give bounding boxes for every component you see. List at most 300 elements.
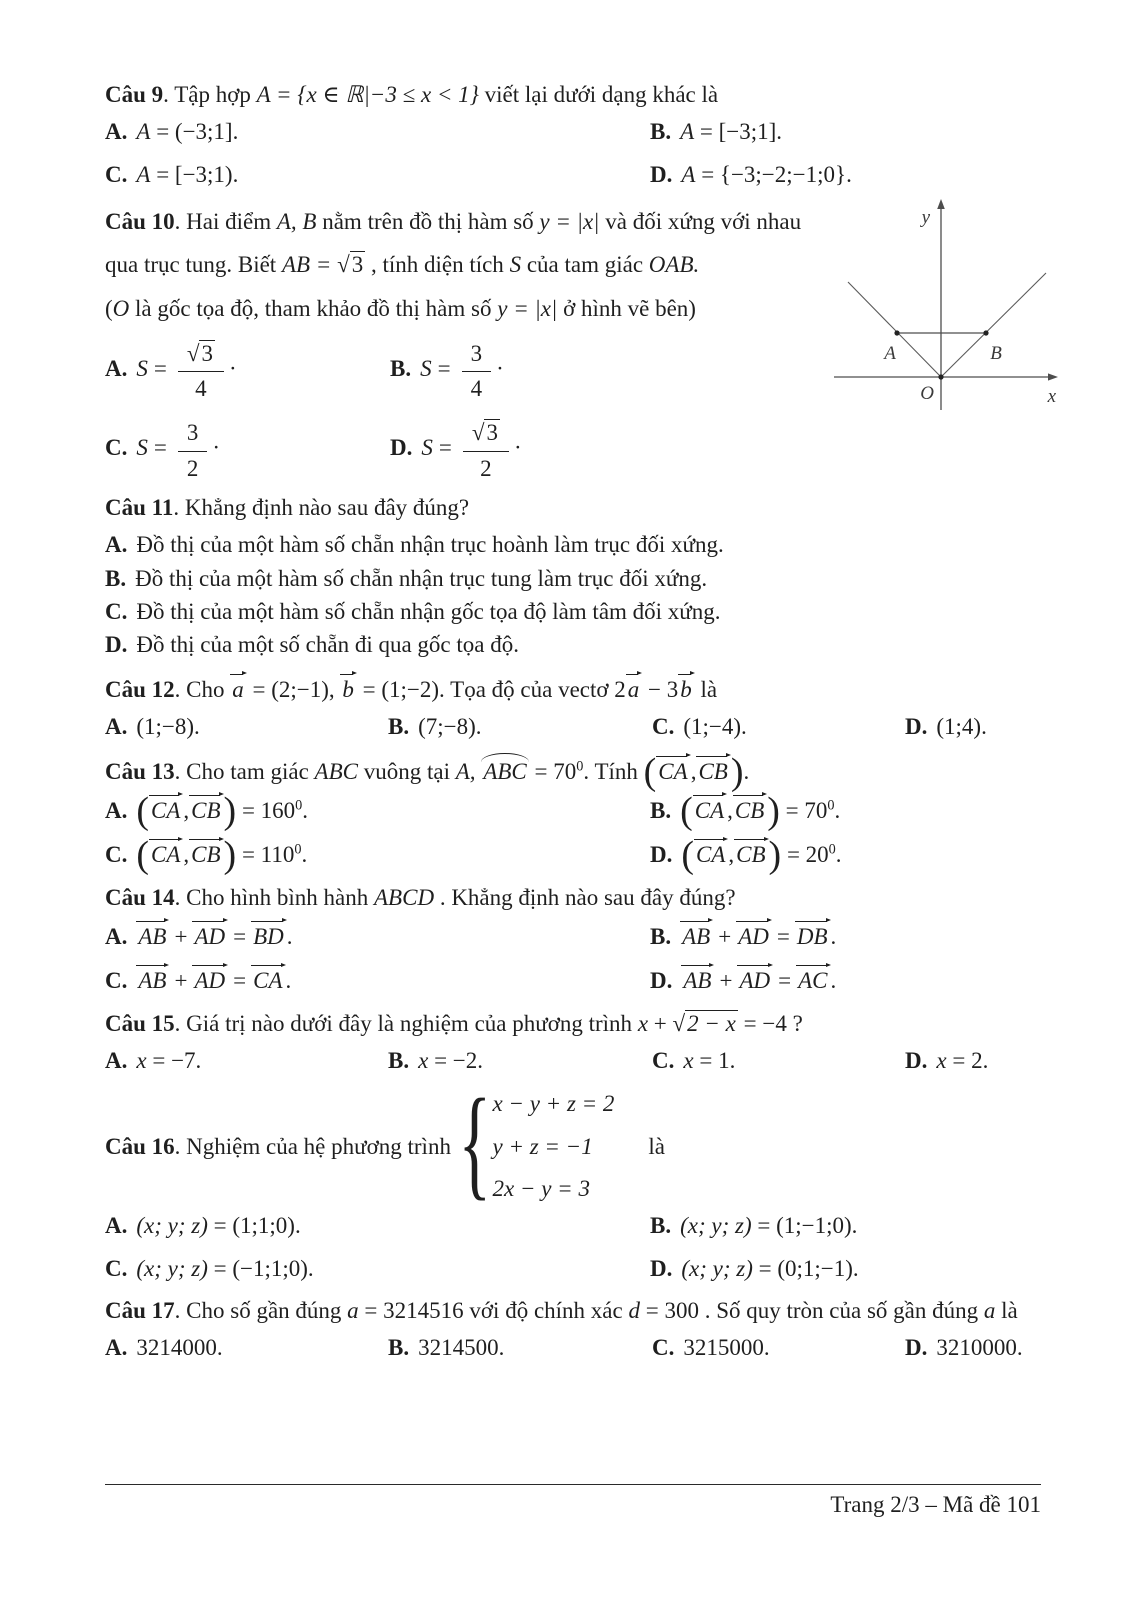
vector-result: BD <box>251 918 287 949</box>
question-16-options <box>105 1209 1041 1285</box>
system-brace: { <box>458 1074 492 1212</box>
option-q9-a <box>105 115 650 148</box>
option-label: C. <box>652 1047 675 1073</box>
option-label: B. <box>650 119 672 145</box>
option-label: B. <box>105 565 127 591</box>
question-10-paren: ( <box>105 295 113 321</box>
origin-label: O <box>920 383 934 404</box>
option-label: B. <box>388 1047 410 1073</box>
option-text: = {−3;−2;−1;0}. <box>695 161 852 187</box>
option-q9-b <box>650 115 1041 148</box>
question-13-intro: . Cho tam giác <box>174 758 315 784</box>
question-11-label: Câu 11 <box>105 495 174 521</box>
option-q15-a <box>105 1044 388 1077</box>
math-a: A, <box>455 758 476 784</box>
question-12-intro: . Cho <box>174 676 231 702</box>
question-13-text <box>105 750 1041 793</box>
option-q9-d <box>650 158 1041 191</box>
question-16-label: Câu 16 <box>105 1133 175 1159</box>
option-label: D. <box>650 842 673 868</box>
option-q11-b <box>105 562 1041 595</box>
option-label: C. <box>105 842 128 868</box>
option-q14-b <box>650 918 1041 953</box>
coefficient-3: − 3 <box>642 676 679 702</box>
question-17-tail: là <box>995 1297 1018 1323</box>
option-label: A. <box>105 1335 128 1361</box>
fraction <box>178 417 208 482</box>
vector-cb: CB <box>734 836 768 867</box>
question-15-intro: . Giá trị nào dưới đây là nghiệm của phương trình <box>174 1010 638 1036</box>
equation-rhs: = −4 <box>737 1010 787 1036</box>
option-var: A <box>136 119 151 145</box>
math-x: x <box>637 1010 649 1036</box>
option-label: A. <box>105 714 128 740</box>
option-text: 3214500. <box>418 1335 505 1361</box>
d-value: = 300 <box>639 1297 699 1323</box>
period: . <box>286 923 293 949</box>
option-label: C. <box>652 714 675 740</box>
equals-sign: = <box>776 923 790 949</box>
question-12-label: Câu 12 <box>105 676 175 702</box>
option-label: D. <box>650 968 673 994</box>
question-17-body: với độ chính xác <box>463 1297 629 1323</box>
question-14-text <box>105 881 1041 914</box>
plus-sign: + <box>174 923 188 949</box>
open-paren: ( <box>136 789 150 832</box>
math-s: S <box>509 252 522 278</box>
option-label: C. <box>105 1255 128 1281</box>
degree-superscript: 0 <box>827 797 835 814</box>
option-label: D. <box>905 1335 928 1361</box>
vector-ab: AB <box>136 962 169 993</box>
option-q15-c <box>652 1044 905 1077</box>
option-q10-a <box>105 338 390 403</box>
option-var: x <box>683 1047 694 1073</box>
option-label: B. <box>388 714 410 740</box>
option-label: D. <box>650 1255 673 1281</box>
option-text: Đồ thị của một hàm số chẵn nhận trục hoành làm trục đối xứng. <box>136 532 724 558</box>
plus-sign: + <box>718 923 732 949</box>
x-axis-label: x <box>1047 386 1056 407</box>
vector-cb: CB <box>189 792 223 823</box>
vector-ca: CA <box>694 836 728 867</box>
angle-value: = 70 <box>528 758 577 784</box>
math-abc: ABC <box>314 758 358 784</box>
q10-absolute-value-graph <box>826 196 1064 414</box>
option-text: (7;−8). <box>418 714 482 740</box>
angle-value: 160 <box>260 797 296 823</box>
option-label: D. <box>905 714 928 740</box>
option-label: B. <box>388 1335 410 1361</box>
fraction-numerator: 3 <box>178 417 208 452</box>
math-a: a <box>983 1297 996 1323</box>
equals-sign: = <box>153 434 167 460</box>
question-14 <box>105 881 1041 998</box>
option-q12-b <box>388 710 652 743</box>
option-q17-c <box>652 1331 905 1364</box>
option-text: Đồ thị của một số chẵn đi qua gốc tọa độ. <box>136 632 519 658</box>
option-label: B. <box>650 1213 672 1239</box>
question-12 <box>105 671 1041 744</box>
vector-a: a <box>230 671 247 702</box>
question-9-text <box>105 78 1041 111</box>
vector-cb: CB <box>696 753 730 784</box>
option-q12-c <box>652 710 905 743</box>
option-text: = (−1;1;0). <box>207 1255 314 1281</box>
sqrt-radicand: 3 <box>486 419 498 445</box>
math-ab-eq: AB = <box>281 252 332 278</box>
option-var: (x; y; z) <box>680 1213 752 1239</box>
option-q12-a <box>105 710 388 743</box>
option-label: C. <box>105 161 128 187</box>
system-equation-3: 2x − y = 3 <box>492 1175 590 1201</box>
y-axis-label: y <box>921 207 930 228</box>
vector-b-value: = (1;−2). Tọa độ của vectơ <box>356 676 615 702</box>
question-13-options <box>105 789 1041 877</box>
option-label: A. <box>105 532 128 558</box>
option-label: C. <box>105 599 128 625</box>
question-14-body: . Khẳng định nào sau đây đúng? <box>434 884 736 910</box>
fraction-numerator <box>463 417 509 452</box>
option-q13-b <box>650 789 1041 832</box>
question-17-text <box>105 1294 1041 1327</box>
option-var: S <box>136 355 148 381</box>
option-q13-d <box>650 834 1041 877</box>
option-label: A. <box>105 797 128 823</box>
question-13-label: Câu 13 <box>105 758 175 784</box>
question-13-body-2: . Tính <box>583 758 644 784</box>
period: . <box>302 797 309 823</box>
page-footer: Trang 2/3 – Mã đề 101 <box>830 1492 1041 1517</box>
question-9-label: Câu 9 <box>105 82 164 107</box>
question-10-body-4: của tam giác <box>521 252 649 278</box>
question-10-body-2: và đối xứng với nhau qua trục tung. Biết <box>105 209 802 278</box>
math-oab: OAB. <box>648 252 700 278</box>
option-label: D. <box>905 1047 928 1073</box>
vector-ab: AB <box>681 962 714 993</box>
equals-sign: = <box>236 797 261 823</box>
y-axis-arrowhead <box>937 199 945 209</box>
vector-result: CA <box>251 962 285 993</box>
sqrt-sign: √ <box>471 419 485 445</box>
option-q11-a <box>105 528 1041 561</box>
option-text: = [−3;1]. <box>694 119 783 145</box>
question-10-body-3: , tính diện tích <box>365 252 510 278</box>
close-paren: ) <box>767 789 780 832</box>
option-var: (x; y; z) <box>136 1255 208 1281</box>
option-label: C. <box>105 434 128 460</box>
question-11-text <box>105 491 1041 524</box>
equals-sign: = <box>779 797 805 823</box>
question-11-body: . Khẳng định nào sau đây đúng? <box>173 495 470 521</box>
comma: , <box>183 797 190 823</box>
option-q11-c <box>105 595 1041 628</box>
angle-value: 20 <box>805 842 829 868</box>
center-dot: · <box>212 434 221 460</box>
equation-system <box>458 1074 615 1212</box>
degree-superscript: 0 <box>295 797 303 814</box>
option-q15-d <box>905 1044 1041 1077</box>
angle-value: 110 <box>260 842 295 868</box>
x-axis-arrowhead <box>1048 373 1058 380</box>
question-10-text <box>105 200 840 330</box>
math-origin-o: O <box>112 295 130 321</box>
option-label: A. <box>105 923 128 949</box>
option-q10-c <box>105 417 390 482</box>
option-q17-d <box>905 1331 1041 1364</box>
question-9-options <box>105 115 1041 191</box>
question-14-options <box>105 918 1041 998</box>
system-rows <box>492 1087 614 1205</box>
degree-superscript: 0 <box>828 841 836 858</box>
comma: , <box>727 797 733 823</box>
option-var: A <box>680 119 695 145</box>
question-12-text <box>105 671 1041 706</box>
question-11 <box>105 491 1041 662</box>
fraction-denominator: 4 <box>195 376 207 402</box>
question-16-tail: là <box>648 1133 666 1159</box>
plus-sign: + <box>648 1010 673 1036</box>
vector-b: b <box>678 671 695 702</box>
fraction-denominator: 2 <box>186 455 199 481</box>
option-var: A <box>136 161 151 187</box>
point-b-dot <box>983 330 988 335</box>
vector-ad: AD <box>736 918 772 949</box>
option-label: D. <box>390 434 413 460</box>
a-value: = 3214516 <box>358 1297 464 1323</box>
option-q14-d <box>650 962 1041 997</box>
open-paren: ( <box>680 789 693 832</box>
option-text: 3210000. <box>936 1335 1023 1361</box>
math-d: d <box>628 1297 640 1323</box>
option-var: S <box>136 434 148 460</box>
equals-sign: = <box>233 923 247 949</box>
question-16-intro-wrap <box>105 1130 451 1163</box>
footer-divider <box>105 1484 1041 1485</box>
origin-dot <box>938 374 943 379</box>
sqrt-expression <box>337 251 365 277</box>
option-q16-b <box>650 1209 1041 1242</box>
option-text: Đồ thị của một hàm số chẵn nhận gốc tọa độ làm tâm đối xứng. <box>136 599 721 625</box>
period: . <box>830 923 837 949</box>
open-paren: ( <box>643 750 657 793</box>
math-points-ab: A, B <box>276 209 317 235</box>
question-9-intro-2: viết lại dưới dạng khác là <box>478 82 719 107</box>
question-16-intro: . Nghiệm của hệ phương trình <box>174 1133 451 1159</box>
option-label: C. <box>652 1335 675 1361</box>
period: . <box>301 842 308 868</box>
question-14-intro: . Cho hình bình hành <box>174 884 374 910</box>
option-q16-a <box>105 1209 650 1242</box>
point-a-label: A <box>884 343 896 364</box>
option-var: x <box>418 1047 429 1073</box>
degree-superscript: 0 <box>576 757 584 774</box>
equals-sign: = <box>438 434 452 460</box>
vector-ad: AD <box>737 962 773 993</box>
equals-sign: = <box>437 355 451 381</box>
option-text: (1;−4). <box>683 714 747 740</box>
option-text: = (−3;1]. <box>150 119 239 145</box>
option-label: A. <box>105 355 128 381</box>
vector-ab: AB <box>680 918 713 949</box>
question-9-formula: A = {x ∈ ℝ|−3 ≤ x < 1} <box>256 82 479 107</box>
fraction-numerator: 3 <box>462 338 492 373</box>
question-17-label: Câu 17 <box>105 1297 175 1323</box>
center-dot: · <box>513 434 522 460</box>
question-10-options <box>105 338 865 482</box>
option-q12-d <box>905 710 1041 743</box>
option-label: B. <box>650 923 672 949</box>
option-label: A. <box>105 119 128 145</box>
option-text: = [−3;1). <box>150 161 239 187</box>
sqrt-radicand: 3 <box>351 252 364 278</box>
question-12-tail: là <box>694 676 718 702</box>
vector-ca: CA <box>149 836 183 867</box>
option-q17-a <box>105 1331 388 1364</box>
question-13 <box>105 750 1041 877</box>
period: . <box>834 797 841 823</box>
fraction-denominator: 4 <box>470 376 483 402</box>
question-mark: ? <box>786 1010 803 1036</box>
option-text: (1;−8). <box>136 714 200 740</box>
question-17 <box>105 1294 1041 1365</box>
vector-ca: CA <box>693 792 727 823</box>
vector-b: b <box>340 671 357 702</box>
question-15 <box>105 1007 1041 1078</box>
question-10-body-5: là gốc tọa độ, tham khảo đồ thị hàm số <box>129 295 498 321</box>
equals-sign: = <box>153 355 167 381</box>
angle-value: 70 <box>804 797 828 823</box>
question-17-options <box>105 1331 1041 1364</box>
vector-ca: CA <box>656 753 690 784</box>
option-label: B. <box>390 355 412 381</box>
option-q14-a <box>105 918 650 953</box>
question-10-body-6: ở hình vẽ bên) <box>557 295 696 321</box>
plus-sign: + <box>174 968 188 994</box>
center-dot: · <box>496 355 504 381</box>
question-12-options <box>105 710 1041 743</box>
sqrt-sign: √ <box>337 252 350 278</box>
math-abcd: ABCD <box>374 884 435 910</box>
point-b-label: B <box>990 343 1002 364</box>
vector-ab: AB <box>136 918 169 949</box>
option-q9-c <box>105 158 650 191</box>
degree-superscript: 0 <box>294 841 302 858</box>
option-text: = 1. <box>693 1047 736 1073</box>
option-q16-d <box>650 1252 1041 1285</box>
close-paren: ) <box>223 834 237 877</box>
vector-cb: CB <box>733 792 767 823</box>
option-text: = (0;1;−1). <box>752 1255 859 1281</box>
option-var: (x; y; z) <box>681 1255 753 1281</box>
vector-ca: CA <box>149 792 183 823</box>
option-var: x <box>936 1047 947 1073</box>
question-9 <box>105 78 1041 191</box>
point-a-dot <box>894 330 899 335</box>
period: . <box>830 968 837 994</box>
period: . <box>835 842 842 868</box>
option-q17-b <box>388 1331 652 1364</box>
option-var: S <box>420 355 432 381</box>
question-9-intro: . Tập hợp <box>163 82 257 107</box>
question-15-options <box>105 1044 1041 1077</box>
question-14-label: Câu 14 <box>105 884 175 910</box>
fraction-numerator <box>178 338 224 373</box>
question-17-intro: . Cho số gần đúng <box>174 1297 348 1323</box>
question-17-body-2: . Số quy tròn của số gần đúng <box>698 1297 984 1323</box>
plus-sign: + <box>719 968 733 994</box>
fraction <box>463 417 509 482</box>
option-var: S <box>421 434 433 460</box>
option-label: A. <box>105 1047 128 1073</box>
fraction <box>178 338 224 403</box>
coefficient-2: 2 <box>614 676 626 702</box>
option-text: (1;4). <box>936 714 987 740</box>
option-q11-d <box>105 628 1041 661</box>
close-paren: ) <box>223 789 237 832</box>
option-text: = −2. <box>428 1047 484 1073</box>
sqrt-radicand: 2 − x <box>687 1010 736 1036</box>
option-var: A <box>681 161 696 187</box>
question-15-text <box>105 1007 1041 1040</box>
option-q13-a <box>105 789 650 832</box>
vector-a: a <box>626 671 643 702</box>
option-var: x <box>136 1047 147 1073</box>
equals-sign: = <box>781 842 806 868</box>
question-13-body: vuông tại <box>358 758 456 784</box>
option-q15-b <box>388 1044 652 1077</box>
option-text: Đồ thị của một hàm số chẵn nhận trục tung làm trục đối xứng. <box>135 565 708 591</box>
open-paren: ( <box>136 834 150 877</box>
sqrt-radicand: 3 <box>201 340 213 366</box>
question-10-label: Câu 10 <box>105 209 175 235</box>
option-q16-c <box>105 1252 650 1285</box>
option-label: A. <box>105 1213 128 1239</box>
comma: , <box>690 758 697 784</box>
equals-sign: = <box>233 968 247 994</box>
option-text: 3215000. <box>683 1335 770 1361</box>
option-label: D. <box>105 632 128 658</box>
option-q14-c <box>105 962 650 997</box>
question-15-label: Câu 15 <box>105 1010 175 1036</box>
vector-result: DB <box>795 918 831 949</box>
option-var: (x; y; z) <box>136 1213 208 1239</box>
sqrt-sign: √ <box>186 340 200 366</box>
math-a: a <box>347 1297 359 1323</box>
period: . <box>285 968 292 994</box>
question-10-intro: . Hai điểm <box>174 209 277 235</box>
option-text: = 2. <box>946 1047 989 1073</box>
question-10-body: nằm trên đồ thị hàm số <box>316 209 540 235</box>
period: . <box>743 758 750 784</box>
system-equation-1: x − y + z = 2 <box>492 1091 615 1117</box>
math-abs-function-2: y = |x| <box>497 295 558 321</box>
comma: , <box>728 842 735 868</box>
fraction-denominator: 2 <box>480 455 492 481</box>
option-label: C. <box>105 968 128 994</box>
sqrt-sign: √ <box>672 1010 686 1036</box>
vector-a-value: = (2;−1), <box>246 676 341 702</box>
option-q13-c <box>105 834 650 877</box>
option-q10-b <box>390 338 865 403</box>
equals-sign: = <box>236 842 261 868</box>
option-label: D. <box>650 161 673 187</box>
system-equation-2: y + z = −1 <box>492 1133 593 1159</box>
option-text: 3214000. <box>136 1335 223 1361</box>
angle-hat-abc: ABC <box>481 753 528 784</box>
close-paren: ) <box>768 834 782 877</box>
vector-result: AC <box>796 962 830 993</box>
